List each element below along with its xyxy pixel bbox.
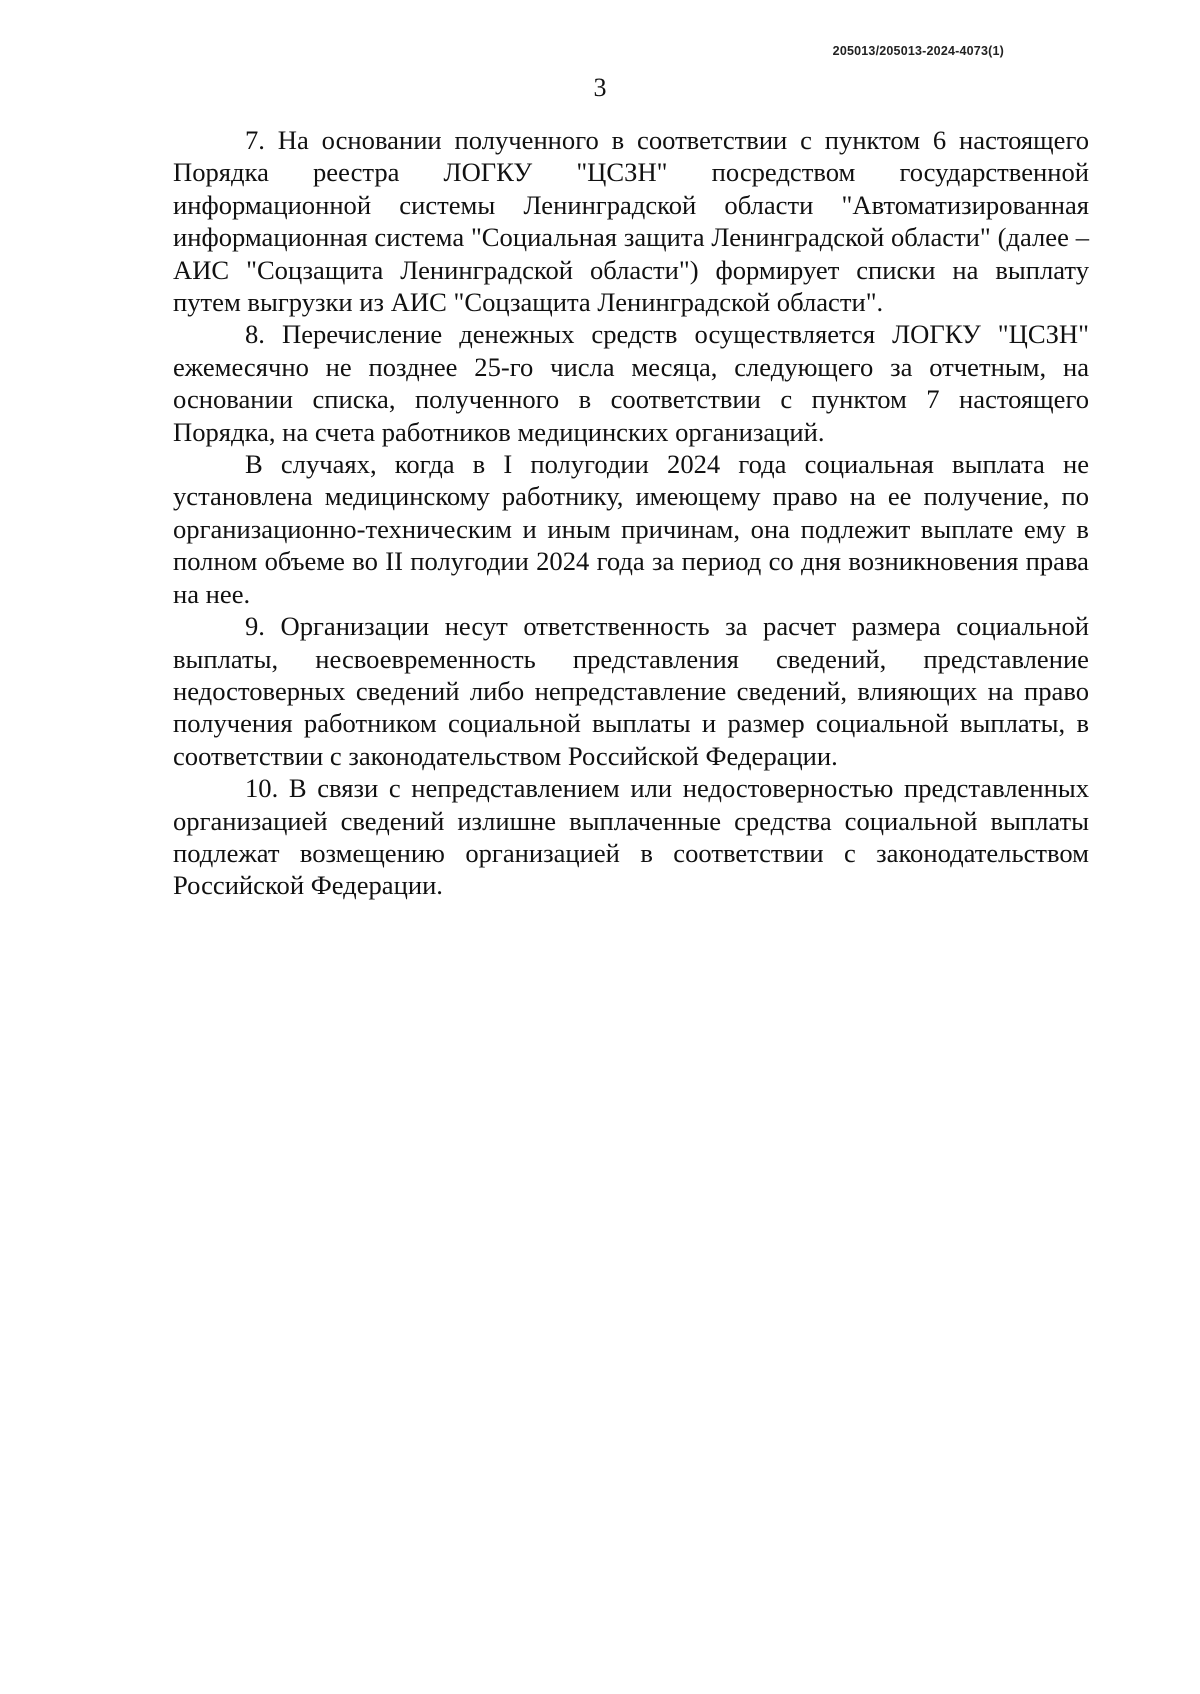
- paragraph-8-continuation: В случаях, когда в I полугодии 2024 года социальная выплата не установлена медицинскому работнику, имеющему право на ее получение, по организационно-техническим и иным причинам, она подлежит выплате ему в полном объеме во II полугодии 2024 года за период со дня возникновения права на нее.: [173, 449, 1089, 609]
- paragraph-10: 10. В связи с непредставлением или недостоверностью представленных организацией сведений излишне выплаченные средства социальной выплаты подлежат возмещению организацией в соответствии с законодательством Российской Федерации.: [173, 773, 1089, 901]
- paragraph-9: 9. Организации несут ответственность за расчет размера социальной выплаты, несвоевременность представления сведений, представление недостоверных сведений либо непредставление сведений, влияющих на право получения работником социальной выплаты и размер социальной выплаты, в соответствии с законодательством Российской Федерации.: [173, 611, 1089, 771]
- document-body: [173, 124, 1089, 902]
- page-number: 3: [593, 73, 607, 102]
- paragraph-8: 8. Перечисление денежных средств осуществляется ЛОГКУ "ЦСЗН" ежемесячно не позднее 25-го числа месяца, следующего за отчетным, на основании списка, полученного в соответствии с пунктом 7 настоящего Порядка, на счета работников медицинских организаций.: [173, 319, 1089, 447]
- paragraph-7: 7. На основании полученного в соответствии с пунктом 6 настоящего Порядка реестра ЛОГКУ "ЦСЗН" посредством государственной информационной системы Ленинградской области "Автоматизированная информационная система "Социальная защита Ленинградской области" (далее – АИС "Соцзащита Ленинградской области") формирует списки на выплату путем выгрузки из АИС "Соцзащита Ленинградской области".: [173, 125, 1089, 318]
- document-id: 205013/205013-2024-4073(1): [832, 44, 1004, 58]
